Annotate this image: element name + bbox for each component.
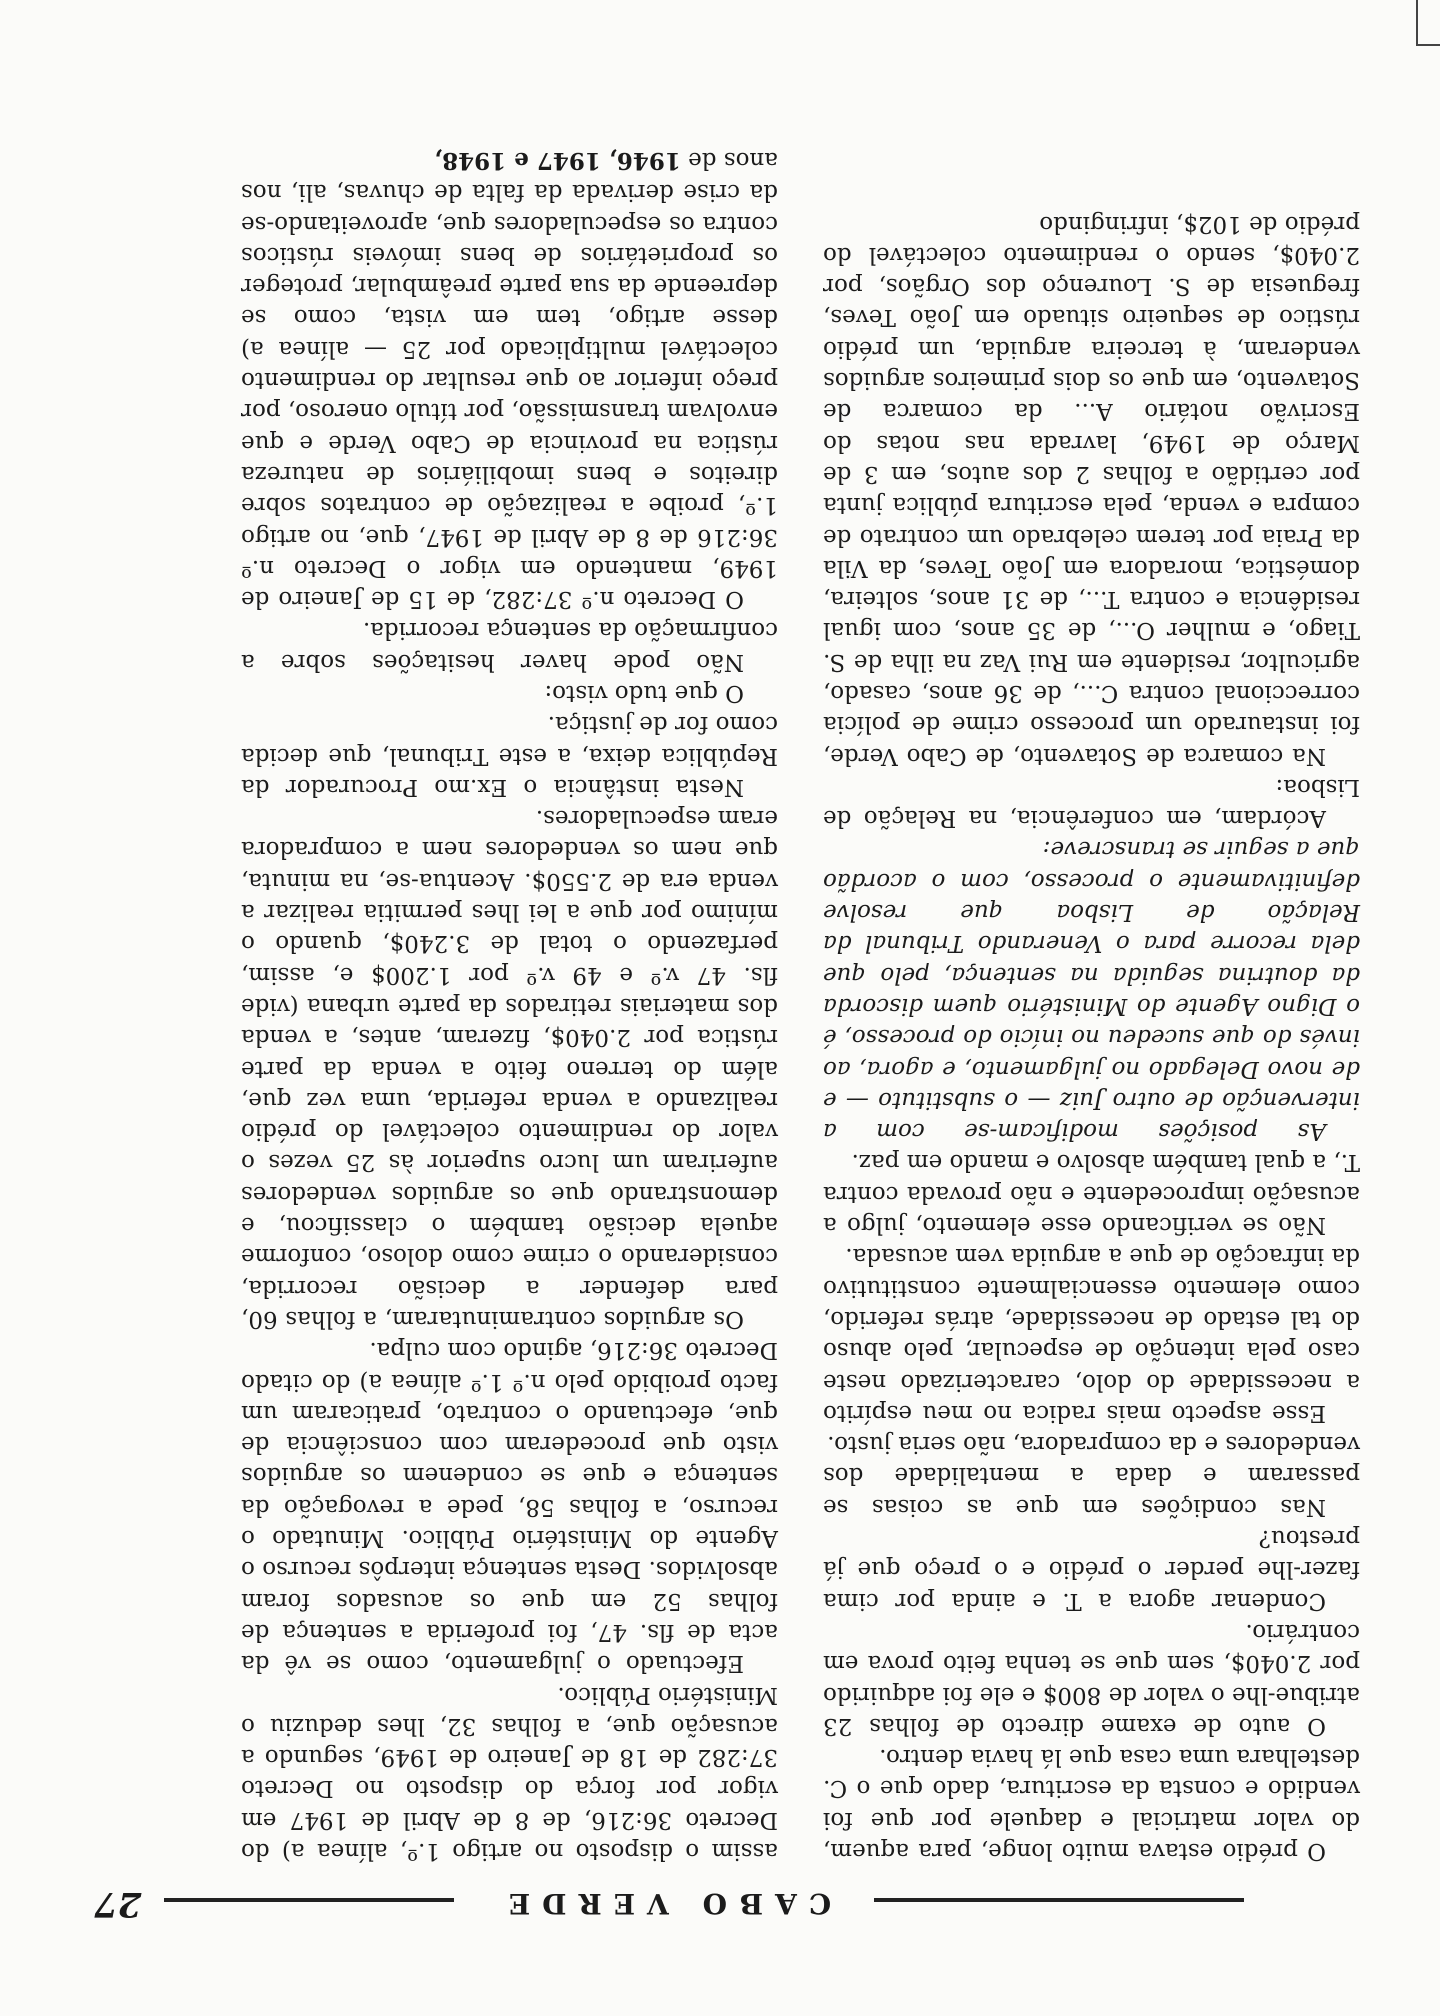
publication-title: CABO VERDE [496,1887,832,1920]
paragraph: Condenar agora a T. e ainda por cima fazer-lhe perder o prédio e o preço que já prestou? [823,1525,1360,1614]
paragraph: Não pode haver hesitações sobre a confirmação da sentença recorrida. [241,617,778,675]
paragraph-text: O Decreto n.º 37:282, de 15 de Janeiro de 1949, mantendo em vigor o Decreto n.º 36:216 de 8 de Abril de 1947, que, no artigo 1.º, proibe a realização de contratos sobre direitos e bens imobiliários de natureza rústica na provincia de Cabo Verde e que envolvam transmissão, por título oneroso, por preço inferior ao que resultar do rendimento colectável multiplicado por 25 — alínea a) desse artigo, tem em vista, como se depreende da sua parte preâmbular, proteger os proprietários de bens imóveis rústicos contra os especuladores que, aproveitando-se da crise derivada da falta de chuvas, ali, nos anos de [241,146,778,613]
paragraph: assim o disposto no artigo 1.º, alínea a) do Decreto 36:216, de 8 de Abril de 1947 em vigor por força do disposto no Decreto 37:282 de 18 de Janeiro de 1949, segundo a acusação que, a folhas 32, lhes deduziu o Ministério Público. [241,1681,778,1864]
page-edge-mark [1416,0,1440,46]
editorial-note: As posições modificam-se com a intervenção de outro Juiz — o substituto — e de novo Delegado no julgamento, e agora, ao invés do que sucedeu no início do processo, é o Digno Agente do Ministério quem discorda da doutrina seguida na sentença, pelo que dela recorre para o Venerando Tribunal da Relação de Lisboa que resolve definitivamente o processo, com o acordão que a seguir se transcreve: [823,836,1360,1145]
paragraph: Efectuado o julgamento, como se vê da acta de fls. 47, foi proferida a sentença de folhas 52 em que os acusados foram absolvidos. Desta sentença interpôs recurso o Agente do Ministério Público. Minutado o recurso, a folhas 58, pede a revogação da sentença e que se condenem os arguidos visto que procederam com consciência de que, efectuando o contrato, praticaram um facto proibido pelo n.º 1.º alínea a) do citado Decreto 36:216, agindo com culpa. [241,1337,778,1677]
paragraph: O que tudo visto: [544,680,744,707]
running-head [94,1886,1244,1926]
paragraph: Nas condições em que as coisas se passaram e dada a mentalidade dos vendedores e da compradora, não seria justo. [823,1431,1360,1520]
left-column [823,207,1360,1866]
right-column [241,144,778,1866]
header-rule-right [164,1898,454,1902]
page-number: 27 [94,1884,142,1924]
paragraph: Na comarca de Sotavento, de Cabo Verde, foi instaurado um processo crime de polícia correccional contra C..., de 36 anos, casado, agricultor, residente em Rui Vaz na ilha de S. Tiago, e mulher O..., de 35 anos, com igual residência e contra T..., de 31 anos, solteira, doméstica, moradora em João Teves, da Vila da Praia por terem celebrado um contrato de compra e venda, pela escritura pública junta por certidão a folhas 2 dos autos, em 3 de Março de 1949, lavrada nas notas do Escrivão notário A... da comarca de Sotavento, em que os dois primeiros arguidos venderam, à terceira arguida, um prédio rústico de sequeiro situado em João Teves, freguesia de S. Lourenço dos Orgãos, por 2.040$, sendo o rendimento colectável do prédio de 102$, infringindo [823,210,1360,769]
header-rule-left [874,1898,1244,1902]
paragraph: Nesta instância o Ex.mo Procurador da República deixa, a este Tribunal, que decida como for de justiça. [241,711,778,800]
paragraph: Acórdam, em conferência, na Relação de Lisboa: [823,773,1360,832]
paragraph: Não se verificando esse elemento, julgo a acusação improcedente e não provada contra T., a qual também absolvo e mando em paz. [823,1149,1360,1239]
paragraph [241,144,778,614]
paragraph: Esse aspecto mais radica no meu espírito a necessidade do dolo, caracterizado neste caso pela intenção de especular, pelo abuso do tal estado de necessidade, atrás referido, como elemento essencialmente constitutivo da infracção de que a arguida vem acusada. [823,1243,1360,1426]
paragraph: O auto de exame directo de folhas 23 atribue-lhe o valor de 800$ e ele foi adquirido por 2.040$, sem que se tenha feito prova em contrário. [823,1618,1360,1739]
paragraph: Os arguidos contraminutaram, a folhas 60, para defender a decisão recorrida, considerando o crime como doloso, conforme aquela decisão também o classificou, e demonstrando que os arguidos vendedores auferiram um lucro superior às 25 vezes o valor do rendimento colectável do prédio realizando a venda referida, uma vez que, além do terreno feito a venda da parte rústica por 2.040$, fizeram, antes, a venda dos materiais retirados da parte urbana (vide fls. 47 v.º e 49 v.º por 1.200$ e, assim, perfazendo o total de 3.240$, quando o mínimo por que a lei lhes permitia realizar a venda era de 2.550$. Acentua-se, na minuta, que nem os vendedores nem a compradora eram especuladores. [241,805,778,1332]
paragraph: O prédio estava muito longe, para aquem, do valor matricial e daquele por que foi vendido e consta da escritura, dado que o C. destelhara uma casa que lá havia dentro. [823,1744,1360,1864]
years-emphasis: 1946, 1947 e 1948, [434,146,681,174]
